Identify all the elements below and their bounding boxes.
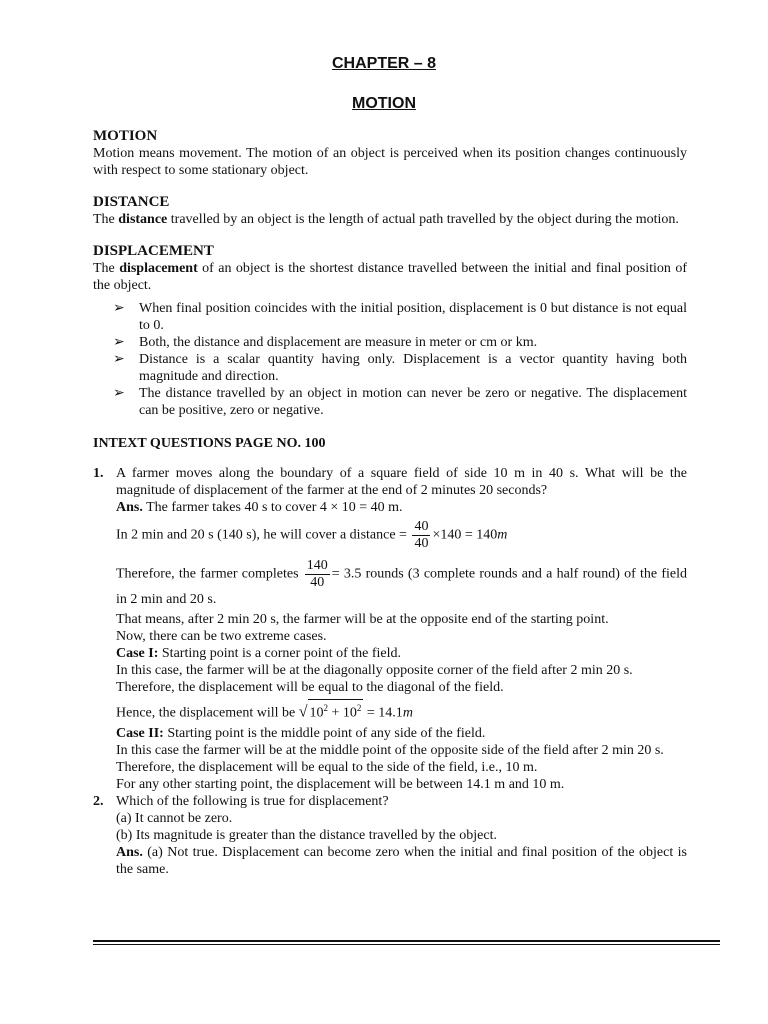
bullet-item xyxy=(113,351,687,385)
case-label: Case II: xyxy=(116,725,164,741)
equation-result: = 3.5 rounds (3 complete rounds and a half round) of the field in 2 min and 20 s. xyxy=(116,566,687,607)
displacement-bullet-list xyxy=(93,300,687,419)
answer-line: In this case, the farmer will be at the diagonally opposite corner of the field after 2 min 20 s. xyxy=(116,663,633,678)
answer-line: In this case the farmer will be at the middle point of the opposite side of the field after 2 min 20 s. xyxy=(116,742,664,758)
answer-line: That means, after 2 min 20 s, the farmer will be at the opposite end of the starting point. xyxy=(116,612,609,627)
diagonal-equation xyxy=(116,696,687,725)
answer-text: (a) Not true. Displacement can become zero when the initial and final position of the object is the same. xyxy=(116,844,687,877)
exponent: 2 xyxy=(323,703,328,713)
bullet-text: When final position coincides with the initial position, displacement is 0 but distance is not equal to 0. xyxy=(139,301,687,333)
fraction-denominator: 40 xyxy=(414,536,429,551)
arrow-bullet-icon: ➢ xyxy=(113,352,125,367)
displacement-paragraph xyxy=(93,260,687,294)
arrow-bullet-icon: ➢ xyxy=(113,301,125,316)
equation-unit: m xyxy=(402,705,413,721)
answer-line: For any other starting point, the displacement will be between 14.1 m and 10 m. xyxy=(116,776,565,792)
answer-label: Ans. xyxy=(116,500,143,515)
fraction-denominator: 40 xyxy=(310,575,325,590)
exponent: 2 xyxy=(356,703,362,713)
question-2-text: Which of the following is true for displacement? xyxy=(116,793,389,809)
distance-text-post: travelled by an object is the length of actual path travelled by the object during the motion. xyxy=(167,212,679,227)
answer-1-line xyxy=(116,499,687,516)
chapter-title: MOTION xyxy=(352,95,416,112)
arrow-bullet-icon: ➢ xyxy=(113,335,125,350)
case-text: Starting point is the middle point of any side of the field. xyxy=(163,725,486,741)
square-root-icon: √ xyxy=(298,703,308,721)
bullet-item xyxy=(113,300,687,334)
option-b: (b) Its magnitude is greater than the distance travelled by the object. xyxy=(116,827,497,843)
question-2 xyxy=(93,793,687,878)
distance-text-pre: The xyxy=(93,212,119,227)
distance-term: distance xyxy=(118,212,168,227)
case-label: Case I: xyxy=(116,646,159,661)
option-a: (a) It cannot be zero. xyxy=(116,810,233,826)
fraction xyxy=(412,519,430,552)
case-2-line xyxy=(116,725,687,742)
distance-heading: DISTANCE xyxy=(93,194,170,210)
document-body xyxy=(93,128,687,878)
answer-2-line xyxy=(116,844,687,878)
answer-label: Ans. xyxy=(116,844,143,860)
answer-text: The farmer takes 40 s to cover 4 × 10 = 40 m. xyxy=(142,500,403,515)
displacement-text-pre: The xyxy=(93,261,120,276)
arrow-bullet-icon: ➢ xyxy=(113,386,125,401)
chapter-heading: CHAPTER – 8 xyxy=(331,55,437,72)
answer-line: Now, there can be two extreme cases. xyxy=(116,629,327,644)
displacement-term: displacement xyxy=(119,261,198,276)
bullet-item xyxy=(113,385,687,419)
question-1 xyxy=(93,465,687,793)
bullet-text: Both, the distance and displacement are measure in meter or cm or km. xyxy=(139,335,538,350)
question-number: 2. xyxy=(93,793,104,809)
displacement-text-post: of an object is the shortest distance travelled between the initial and final position of the object. xyxy=(93,261,687,293)
answer-line: Therefore, the displacement will be equal to the diagonal of the field. xyxy=(116,680,504,695)
equation-result: = 14.1 xyxy=(363,705,403,721)
answer-line: Therefore, the displacement will be equal to the side of the field, i.e., 10 m. xyxy=(116,759,538,775)
case-1-line xyxy=(116,645,687,662)
bullet-text: Distance is a scalar quantity having only. Displacement is a vector quantity having both magnitude and direction. xyxy=(139,352,687,384)
distance-paragraph xyxy=(93,211,687,228)
bullet-text: The distance travelled by an object in motion can never be zero or negative. The displacement can be positive, zero or negative. xyxy=(139,386,687,418)
fraction-numerator: 40 xyxy=(414,519,429,534)
motion-heading: MOTION xyxy=(93,128,158,144)
equation-result: ×140 = 140 xyxy=(432,527,498,543)
motion-paragraph: Motion means movement. The motion of an object is perceived when its position changes continuously with respect to some stationary object. xyxy=(93,146,687,178)
distance-equation xyxy=(116,516,687,555)
base-b: 10 xyxy=(342,705,357,721)
question-1-text: A farmer moves along the boundary of a square field of side 10 m in 40 s. What will be the magnitude of displacement of the farmer at the end of 2 minutes 20 seconds? xyxy=(116,466,687,498)
question-number: 1. xyxy=(93,466,104,481)
footer-rule-thin xyxy=(93,944,720,945)
fraction xyxy=(305,558,330,591)
footer-rule-thick xyxy=(93,940,720,942)
equation-unit: m xyxy=(497,527,508,543)
base-a: 10 xyxy=(309,705,324,721)
rounds-equation xyxy=(116,555,687,611)
displacement-heading: DISPLACEMENT xyxy=(93,243,214,259)
case-text: Starting point is a corner point of the field. xyxy=(158,646,402,661)
equation-text: In 2 min and 20 s (140 s), he will cover a distance = xyxy=(116,527,411,543)
intext-questions-heading: INTEXT QUESTIONS PAGE NO. 100 xyxy=(93,436,326,451)
bullet-item xyxy=(113,334,687,351)
square-root-radicand: $10^2 + 10^2$ xyxy=(308,699,364,722)
equation-text: Therefore, the farmer completes xyxy=(116,566,303,582)
equation-text: Hence, the displacement will be xyxy=(116,705,299,721)
fraction-numerator: 140 xyxy=(306,558,328,573)
